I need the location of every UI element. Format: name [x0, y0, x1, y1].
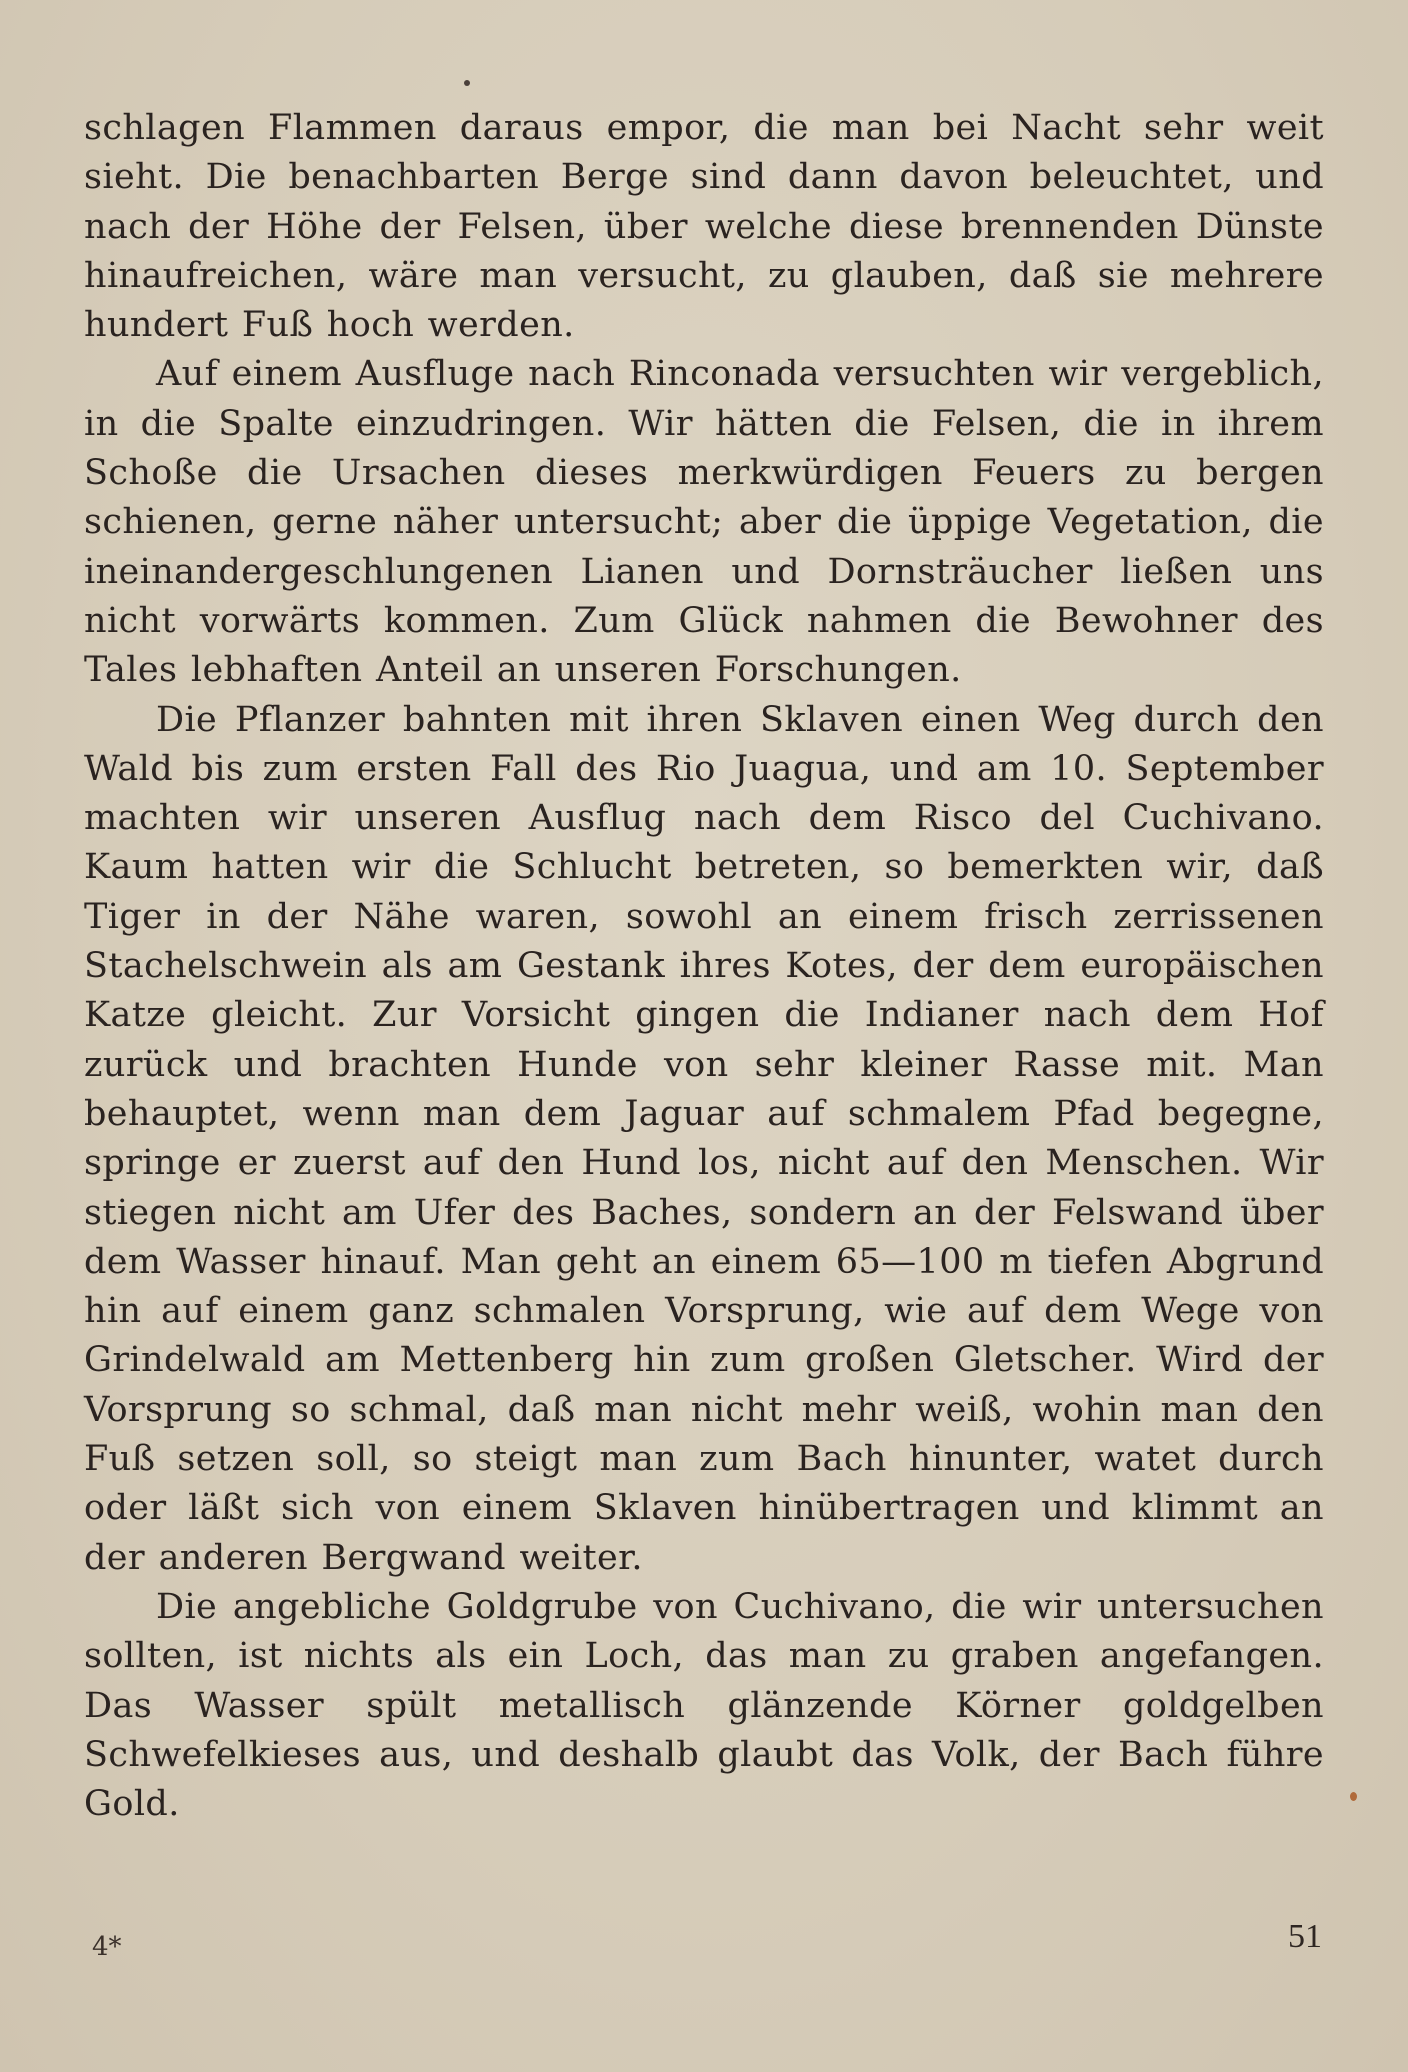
paragraph-continued: schlagen Flammen daraus empor, die man bei Nacht sehr weit sieht. Die benachbarten Berge sind dann davon beleuchtet, und nach der Höhe der Felsen, über welche diese brennenden Dünste hinaufreichen, wäre man versucht, zu glauben, daß sie mehrere hundert Fuß hoch werden. [84, 108, 1324, 346]
paper-speck [1350, 1792, 1357, 1801]
paragraph-goldmine: Die angebliche Goldgrube von Cuchivano, die wir untersuchen sollten, ist nichts als ein Loch, das man zu graben angefangen. Das Wasser spült metallisch glänzende Körner goldgelben Schwefelkieses aus, und deshalb glaubt das Volk, der Bach führe Gold. [84, 1586, 1324, 1825]
signature-mark: 4* [92, 1932, 122, 1962]
paragraph-expedition: Die Pflanzer bahnten mit ihren Sklaven einen Weg durch den Wald bis zum ersten Fall des Rio Juagua, und am 10. September machten wir unseren Ausflug nach dem Risco del Cuchivano. Kaum hatten wir die Schlucht betreten, so bemerkten wir, daß Tiger in der Nähe waren, sowohl an einem frisch zerrissenen Stachelschwein als am Gestank ihres Kotes, der dem europäischen Katze gleicht. Zur Vorsicht gingen die Indianer nach dem Hof zurück und brachten Hunde von sehr kleiner Rasse mit. Man behauptet, wenn man dem Jaguar auf schmalem Pfad begegne, springe er zuerst auf den Hund los, nicht auf den Menschen. Wir stiegen nicht am Ufer des Baches, sondern an der Felswand über dem Wasser hinauf. Man geht an einem 65—100 m tiefen Abgrund hin auf einem ganz schmalen Vorsprung, wie auf dem Wege von Grindelwald am Mettenberg hin zum großen Gletscher. Wird der Vorsprung so schmal, daß man nicht mehr weiß, wohin man den Fuß setzen soll, so steigt man zum Bach hinunter, watet durch oder läßt sich von einem Sklaven hinübertragen und klimmt an der anderen Bergwand weiter. [84, 699, 1324, 1578]
paragraph-rinconada: Auf einem Ausfluge nach Rinconada versuchten wir vergeblich, in die Spalte einzudringen. Wir hätten die Felsen, die in ihrem Schoße die Ursachen dieses merkwürdigen Feuers zu bergen schienen, gerne näher untersucht; aber die üppige Vegetation, die ineinandergeschlungenen Lianen und Dornsträucher ließen uns nicht vorwärts kommen. Zum Glück nahmen die Bewohner des Tales lebhaften Anteil an unseren Forschungen. [84, 354, 1324, 691]
page-number: 51 [1288, 1918, 1322, 1955]
body-text [84, 104, 1324, 1829]
print-dot [464, 80, 470, 86]
